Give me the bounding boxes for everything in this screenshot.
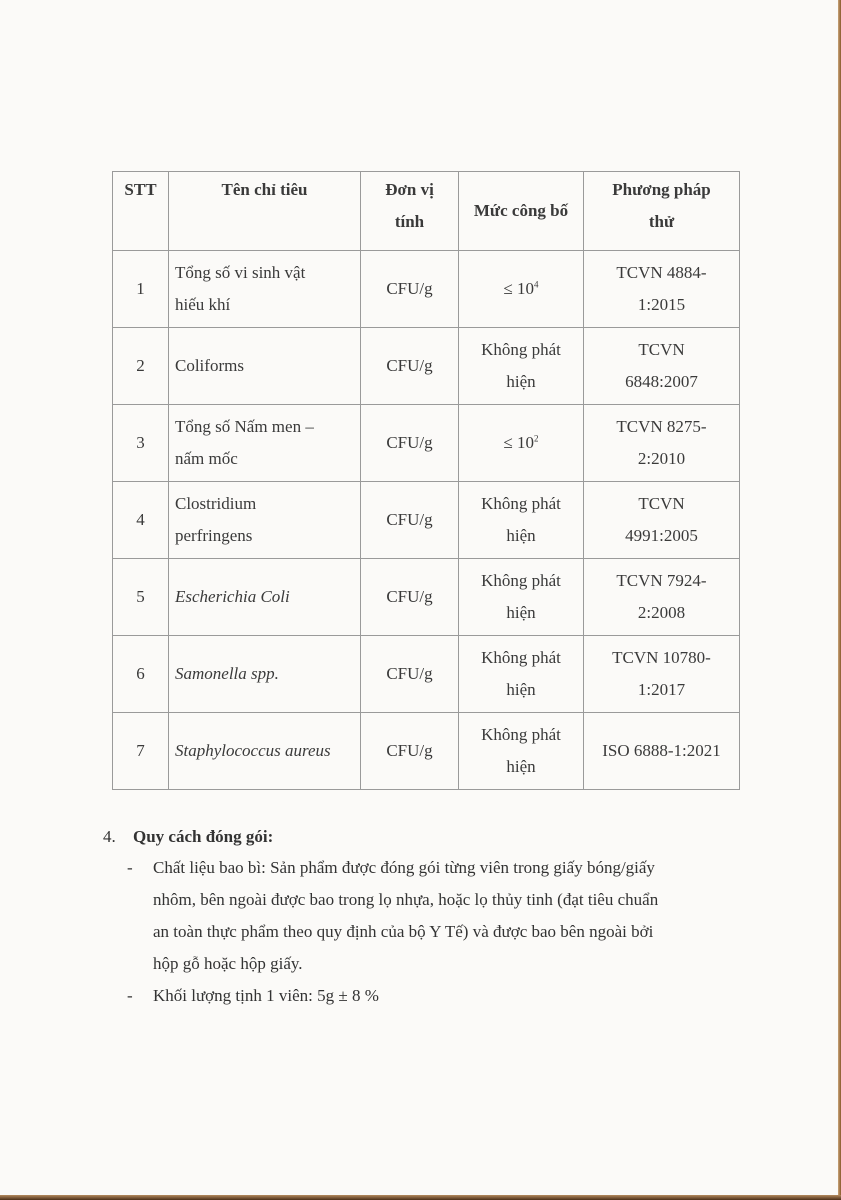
row-stt: 3 — [113, 405, 169, 482]
header-level: Mức công bố — [459, 172, 584, 251]
row-unit: CFU/g — [361, 636, 459, 713]
row-method: TCVN 6848:2007 — [584, 328, 740, 405]
row-stt: 7 — [113, 713, 169, 790]
bullet-dash: - — [127, 858, 133, 877]
section-heading — [103, 822, 743, 852]
row-name: Staphylococcus aureus — [169, 713, 361, 790]
row-method: TCVN 7924- 2:2008 — [584, 559, 740, 636]
row-level: Không phát hiện — [459, 713, 584, 790]
row-method: ISO 6888-1:2021 — [584, 713, 740, 790]
header-unit: Đơn vị tính — [361, 172, 459, 251]
row-stt: 6 — [113, 636, 169, 713]
row-method: TCVN 8275- 2:2010 — [584, 405, 740, 482]
header-name: Tên chỉ tiêu — [169, 172, 361, 251]
row-level: Không phát hiện — [459, 482, 584, 559]
row-unit: CFU/g — [361, 559, 459, 636]
row-name: Samonella spp. — [169, 636, 361, 713]
row-name: Coliforms — [169, 328, 361, 405]
row-level: Không phát hiện — [459, 559, 584, 636]
table-row — [113, 482, 740, 559]
row-unit: CFU/g — [361, 482, 459, 559]
table-row — [113, 636, 740, 713]
header-method: Phương pháp thử — [584, 172, 740, 251]
table-row — [113, 251, 740, 328]
row-name: Escherichia Coli — [169, 559, 361, 636]
table-row — [113, 328, 740, 405]
row-unit: CFU/g — [361, 713, 459, 790]
row-name: Tổng số Nấm men – nấm mốc — [169, 405, 361, 482]
row-name: Clostridium perfringens — [169, 482, 361, 559]
section-number: 4. — [103, 827, 116, 846]
bullet-dash: - — [127, 986, 133, 1005]
row-level: Không phát hiện — [459, 636, 584, 713]
row-unit: CFU/g — [361, 251, 459, 328]
row-stt: 4 — [113, 482, 169, 559]
table-header-row — [113, 172, 740, 251]
table-row — [113, 559, 740, 636]
section-title: Quy cách đóng gói: — [133, 827, 274, 846]
row-method: TCVN 10780- 1:2017 — [584, 636, 740, 713]
row-level: ≤ $10^4$ — [459, 251, 584, 328]
row-unit: CFU/g — [361, 328, 459, 405]
table-row — [113, 713, 740, 790]
page-edge-bottom — [0, 1195, 841, 1200]
header-stt: STT — [113, 172, 169, 251]
row-stt: 1 — [113, 251, 169, 328]
row-method: TCVN 4884- 1:2015 — [584, 251, 740, 328]
row-name: Tổng số vi sinh vật hiếu khí — [169, 251, 361, 328]
packaging-section — [103, 822, 743, 1012]
row-level: Không phát hiện — [459, 328, 584, 405]
microbiology-spec-table — [112, 171, 740, 790]
row-stt: 2 — [113, 328, 169, 405]
row-method: TCVN 4991:2005 — [584, 482, 740, 559]
row-level: ≤ $10^2$ — [459, 405, 584, 482]
row-unit: CFU/g — [361, 405, 459, 482]
packaging-bullet-net-weight: - Khối lượng tịnh 1 viên: 5g ± 8 % — [103, 980, 743, 1012]
table-row — [113, 405, 740, 482]
row-stt: 5 — [113, 559, 169, 636]
packaging-bullet-material: - Chất liệu bao bì: Sản phẩm được đóng gói từng viên trong giấy bóng/giấy nhôm, bên ngoài được bao trong lọ nhựa, hoặc lọ thủy tinh (đạt tiêu chuẩn an toàn thực phẩm theo quy định của bộ Y Tế) và được bao bên ngoài bởi hộp gỗ hoặc hộp giấy. — [103, 852, 743, 980]
